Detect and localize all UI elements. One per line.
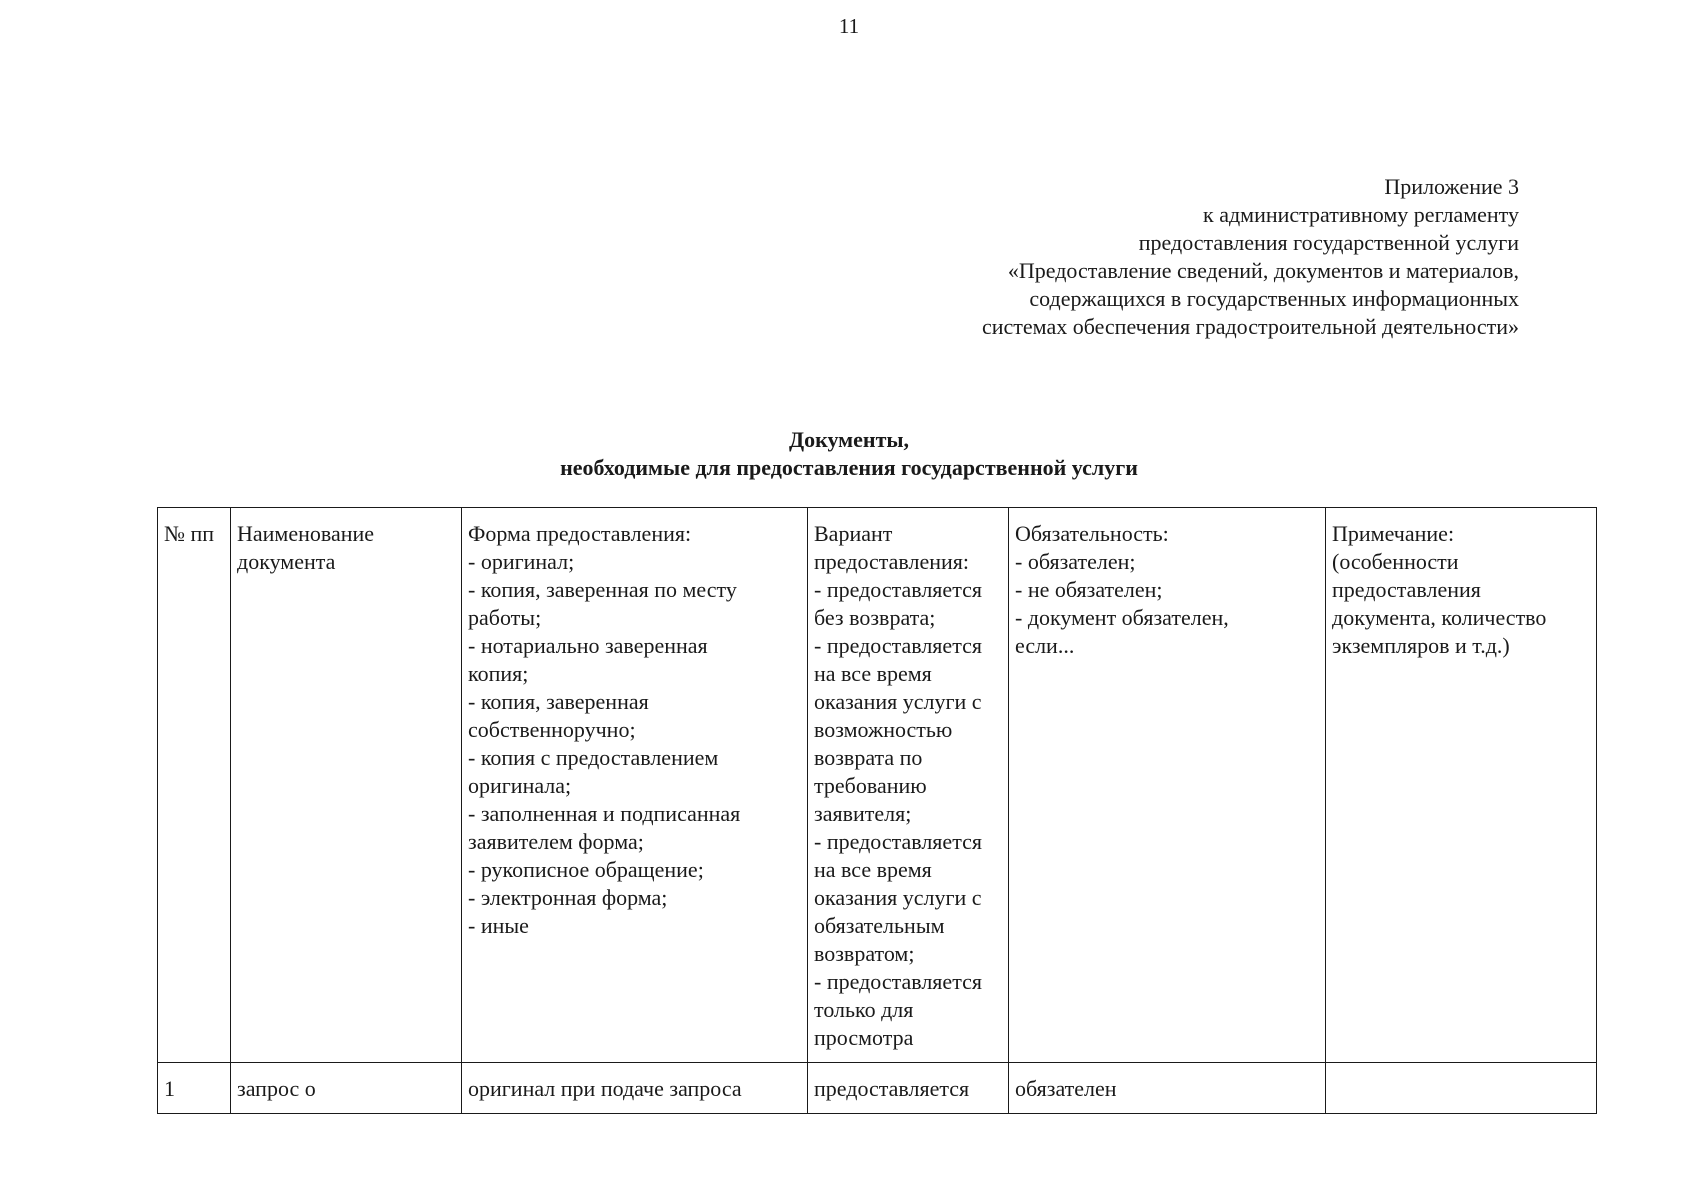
header-text: только для <box>814 997 914 1022</box>
appendix-header <box>982 173 1519 341</box>
appendix-line: Приложение 3 <box>1384 174 1519 199</box>
header-text: работы; <box>468 605 542 630</box>
header-text: на все время <box>814 661 932 686</box>
header-text: возврата по <box>814 745 923 770</box>
page-number: 11 <box>838 14 860 38</box>
header-text: оказания услуги с <box>814 689 982 714</box>
header-text: - заполненная и подписанная <box>468 801 741 826</box>
header-text: заявителя; <box>814 801 912 826</box>
table-row <box>158 1063 1597 1114</box>
header-cell-number <box>158 508 231 1063</box>
header-text: оказания услуги с <box>814 885 982 910</box>
header-text: - копия с предоставлением <box>468 745 719 770</box>
header-text: - оригинал; <box>468 549 575 574</box>
header-text: Наименование <box>237 521 375 546</box>
header-text: документа <box>237 549 336 574</box>
appendix-line: системах обеспечения градостроительной деятельности» <box>981 314 1519 339</box>
header-cell-form <box>462 508 808 1063</box>
cell-note <box>1326 1063 1597 1114</box>
header-text: предоставления: <box>814 549 970 574</box>
header-text: если... <box>1015 633 1075 658</box>
header-text: - копия, заверенная по месту <box>468 577 737 602</box>
appendix-line: содержащихся в государственных информационных <box>1029 286 1519 311</box>
header-text: № пп <box>164 521 215 546</box>
cell-variant: предоставляется <box>808 1063 1009 1114</box>
header-text: оригинала; <box>468 773 572 798</box>
document-title-line-2: необходимые для предоставления государственной услуги <box>560 455 1138 480</box>
header-text: Примечание: <box>1332 521 1455 546</box>
header-text: требованию <box>814 773 927 798</box>
document-title-line-1: Документы, <box>788 427 910 452</box>
header-text: Обязательность: <box>1015 521 1169 546</box>
header-text: просмотра <box>814 1025 914 1050</box>
header-text: копия; <box>468 661 529 686</box>
header-cell-variant <box>808 508 1009 1063</box>
header-text: возвратом; <box>814 941 915 966</box>
header-cell-note <box>1326 508 1597 1063</box>
header-cell-obligation <box>1009 508 1326 1063</box>
header-text: - предоставляется <box>814 577 982 602</box>
header-text: экземпляров и т.д.) <box>1332 633 1510 658</box>
header-text: - предоставляется <box>814 829 982 854</box>
header-text: (особенности <box>1332 549 1459 574</box>
cell-form: оригинал при подаче запроса <box>462 1063 808 1114</box>
header-text: - предоставляется <box>814 969 982 994</box>
header-text: - копия, заверенная <box>468 689 649 714</box>
header-text: - электронная форма; <box>468 885 668 910</box>
appendix-line: предоставления государственной услуги <box>1138 230 1519 255</box>
table-header-row <box>158 508 1597 1063</box>
header-text: обязательным <box>814 913 945 938</box>
header-text: на все время <box>814 857 932 882</box>
document-title <box>0 426 1698 482</box>
header-text: предоставления <box>1332 577 1481 602</box>
header-text: - не обязателен; <box>1015 577 1163 602</box>
header-text: собственноручно; <box>468 717 636 742</box>
cell-number: 1 <box>158 1063 231 1114</box>
cell-name: запрос о <box>231 1063 462 1114</box>
header-text: - предоставляется <box>814 633 982 658</box>
header-text: документа, количество <box>1332 605 1547 630</box>
header-text: - нотариально заверенная <box>468 633 708 658</box>
header-text: заявителем форма; <box>468 829 644 854</box>
header-text: возможностью <box>814 717 953 742</box>
header-cell-name <box>231 508 462 1063</box>
header-text: - обязателен; <box>1015 549 1136 574</box>
header-text: Вариант <box>814 521 893 546</box>
header-text: Форма предоставления: <box>468 521 692 546</box>
cell-obligation: обязателен <box>1009 1063 1326 1114</box>
header-text: - иные <box>468 913 529 938</box>
header-text: без возврата; <box>814 605 936 630</box>
appendix-line: к административному регламенту <box>1203 202 1519 227</box>
appendix-line: «Предоставление сведений, документов и материалов, <box>1007 258 1519 283</box>
header-text: - рукописное обращение; <box>468 857 704 882</box>
header-text: - документ обязателен, <box>1015 605 1229 630</box>
documents-table <box>157 507 1597 1114</box>
